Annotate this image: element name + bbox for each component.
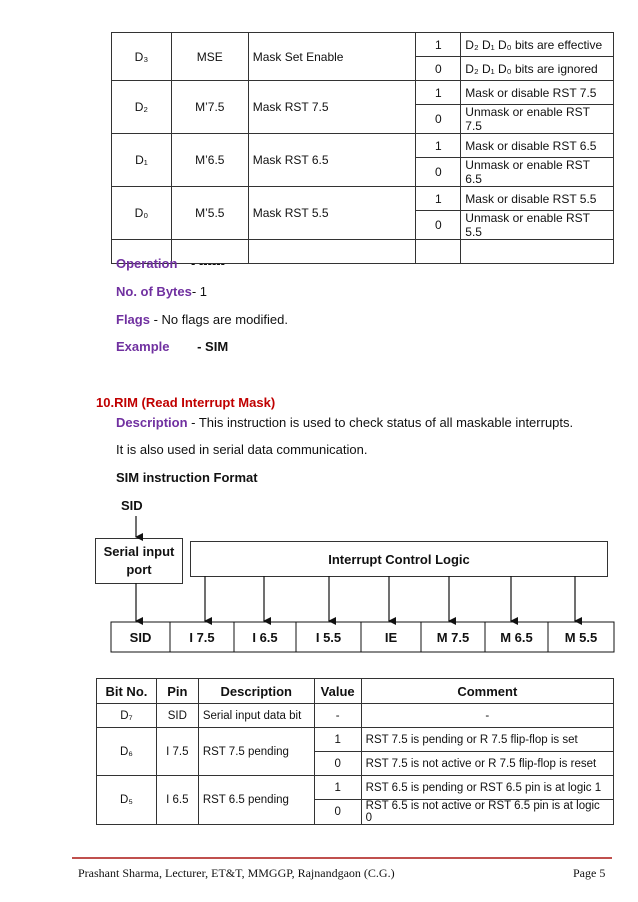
pin: I 6.5 — [156, 776, 198, 825]
bit-no: D₆ — [97, 728, 157, 776]
register-bit: M 5.5 — [564, 629, 598, 645]
value: 0 — [416, 158, 461, 187]
description: Mask RST 6.5 — [248, 134, 416, 187]
comment: Unmask or enable RST 7.5 — [461, 105, 614, 134]
description: Mask Set Enable — [248, 33, 416, 81]
value: 1 — [416, 33, 461, 57]
bit-no: D₀ — [112, 187, 172, 240]
comment: - — [361, 704, 613, 728]
comment: RST 6.5 is pending or RST 6.5 pin is at logic 1 — [361, 776, 613, 800]
comment: Mask or disable RST 7.5 — [461, 81, 614, 105]
bytes-value: - 1 — [191, 284, 208, 299]
control-box-label: Interrupt Control Logic — [328, 551, 470, 567]
description-label: Description — [116, 415, 188, 430]
example-label: Example — [116, 339, 170, 354]
table-row — [97, 776, 614, 800]
bit-no: D₃ — [112, 33, 172, 81]
comment: RST 7.5 is not active or R 7.5 flip-flop is reset — [361, 752, 613, 776]
comment: RST 7.5 is pending or R 7.5 flip-flop is set — [361, 728, 613, 752]
flags-value: - No flags are modified. — [153, 312, 288, 327]
value: - — [314, 704, 361, 728]
example-value: - SIM — [197, 339, 229, 354]
comment: Unmask or enable RST 6.5 — [461, 158, 614, 187]
value: 1 — [416, 134, 461, 158]
sid-label: SID — [121, 498, 143, 513]
description: RST 6.5 pending — [198, 776, 314, 825]
pin: M’6.5 — [171, 134, 248, 187]
footer-divider — [72, 857, 612, 859]
table-row — [97, 704, 614, 728]
pin: SID — [156, 704, 198, 728]
serial-box-line2: port — [126, 562, 152, 577]
bytes-label: No. of Bytes — [116, 284, 192, 299]
serial-box-line1: Serial input — [103, 544, 175, 559]
header-pin: Pin — [156, 679, 198, 704]
value: 1 — [314, 728, 361, 752]
pin: M’5.5 — [171, 187, 248, 240]
footer-author: Prashant Sharma, Lecturer, ET&T, MMGGP, Rajnandgaon (C.G.) — [78, 866, 395, 880]
flags-label: Flags — [116, 312, 150, 327]
value: 1 — [416, 187, 461, 211]
operation-value: - ------ — [191, 256, 225, 271]
comment: D₂ D₁ D₀ bits are ignored — [461, 57, 614, 81]
register-bit: M 7.5 — [436, 629, 470, 645]
page-number: Page 5 — [573, 866, 606, 880]
value: 0 — [314, 752, 361, 776]
bit-no: D₂ — [112, 81, 172, 134]
value: 0 — [416, 105, 461, 134]
header-value: Value — [314, 679, 361, 704]
operation-label: Operation — [116, 256, 178, 271]
bit-no: D₁ — [112, 134, 172, 187]
value: 1 — [416, 81, 461, 105]
header-comment: Comment — [361, 679, 613, 704]
comment: Mask or disable RST 5.5 — [461, 187, 614, 211]
value: 0 — [314, 800, 361, 825]
bit-no: D₇ — [97, 704, 157, 728]
comment: Unmask or enable RST 5.5 — [461, 211, 614, 240]
format-heading: SIM instruction Format — [116, 470, 258, 485]
header-bit-no: Bit No. — [97, 679, 157, 704]
description: Mask RST 7.5 — [248, 81, 416, 134]
register-bit: M 6.5 — [500, 629, 533, 645]
register-bit: I 7.5 — [189, 629, 215, 645]
description: RST 7.5 pending — [198, 728, 314, 776]
description: Mask RST 5.5 — [248, 187, 416, 240]
value: 1 — [314, 776, 361, 800]
pin: MSE — [171, 33, 248, 81]
comment: D₂ D₁ D₀ bits are effective — [461, 33, 614, 57]
register-bit: I 6.5 — [252, 629, 278, 645]
description-text: - This instruction is used to check status of all maskable interrupts. — [191, 415, 574, 430]
register-bit: I 5.5 — [315, 629, 342, 645]
value: 0 — [416, 57, 461, 81]
table-header-row — [97, 679, 614, 704]
register-bit: SID — [129, 629, 152, 645]
description-text-2: It is also used in serial data communication. — [116, 442, 368, 457]
bit-no: D₅ — [97, 776, 157, 825]
pin: M’7.5 — [171, 81, 248, 134]
comment: RST 6.5 is not active or RST 6.5 pin is at logic 0 — [361, 800, 613, 825]
pin: I 7.5 — [156, 728, 198, 776]
register-bit: IE — [384, 629, 398, 645]
rim-bits-table — [96, 678, 614, 825]
table-row — [97, 728, 614, 752]
section-heading: 10.RIM (Read Interrupt Mask) — [96, 395, 276, 410]
header-description: Description — [198, 679, 314, 704]
description: Serial input data bit — [198, 704, 314, 728]
value: 0 — [416, 211, 461, 240]
comment: Mask or disable RST 6.5 — [461, 134, 614, 158]
